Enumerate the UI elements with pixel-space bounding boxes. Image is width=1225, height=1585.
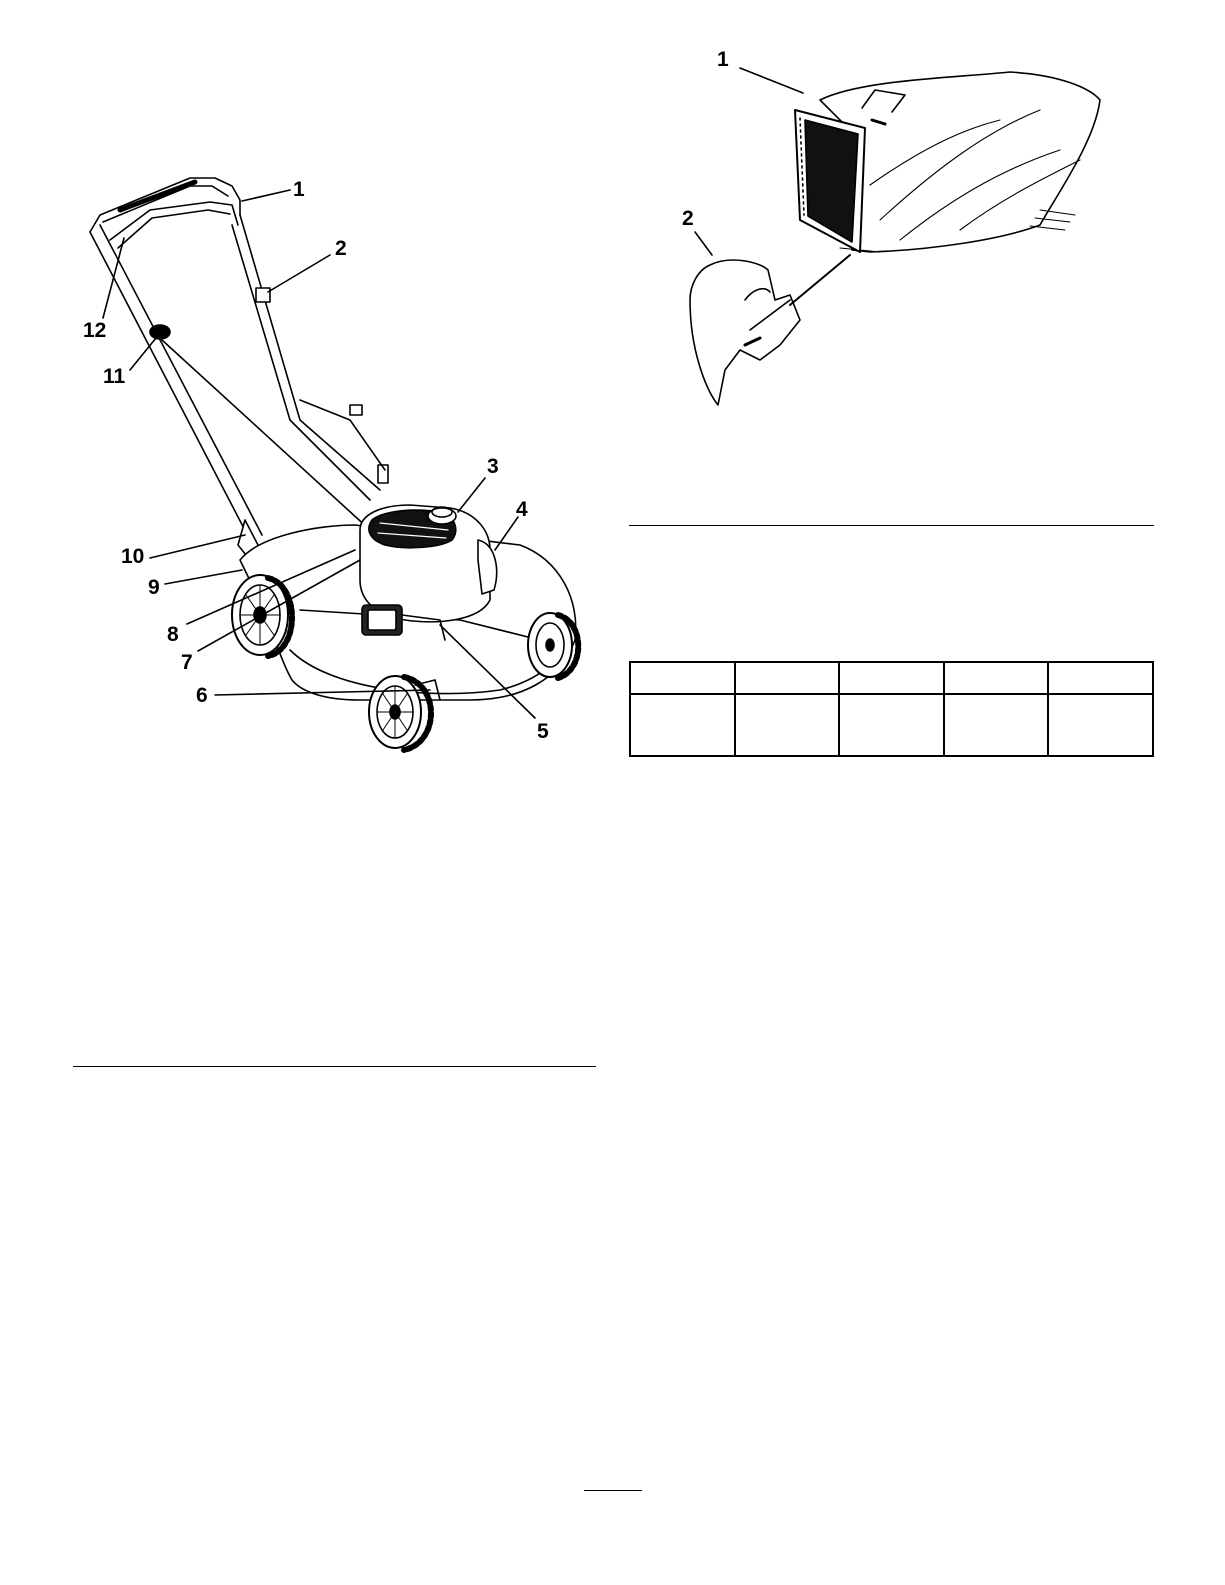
right-column-rule	[629, 525, 1154, 526]
callout-mower-12: 12	[83, 319, 107, 342]
table-cell	[1048, 694, 1153, 756]
callout-bag-2: 2	[682, 207, 694, 230]
table-header-cell	[735, 662, 840, 694]
table-cell	[735, 694, 840, 756]
lawn-mower-illustration	[90, 178, 578, 750]
table-header-cell	[944, 662, 1049, 694]
table-cell	[944, 694, 1049, 756]
table-header-row	[630, 662, 1153, 694]
callout-mower-5: 5	[537, 720, 549, 743]
callout-mower-11: 11	[103, 365, 126, 388]
callout-mower-3: 3	[487, 455, 499, 478]
table-header-cell	[839, 662, 944, 694]
grass-bag-illustration	[690, 68, 1100, 405]
callout-mower-8: 8	[167, 623, 179, 646]
specification-table	[629, 661, 1154, 757]
callout-mower-6: 6	[196, 684, 208, 707]
table-header-cell	[1048, 662, 1153, 694]
callout-mower-9: 9	[148, 576, 160, 599]
footer-page-rule	[584, 1490, 642, 1491]
table-row	[630, 694, 1153, 756]
table-cell	[839, 694, 944, 756]
callout-mower-10: 10	[121, 545, 145, 568]
table-header-cell	[630, 662, 735, 694]
table-cell	[630, 694, 735, 756]
callout-mower-7: 7	[181, 651, 193, 674]
callout-bag-1: 1	[717, 48, 729, 71]
left-column-rule	[73, 1066, 596, 1067]
callout-mower-2: 2	[335, 237, 347, 260]
callout-mower-4: 4	[516, 498, 528, 521]
callout-mower-1: 1	[293, 178, 305, 201]
